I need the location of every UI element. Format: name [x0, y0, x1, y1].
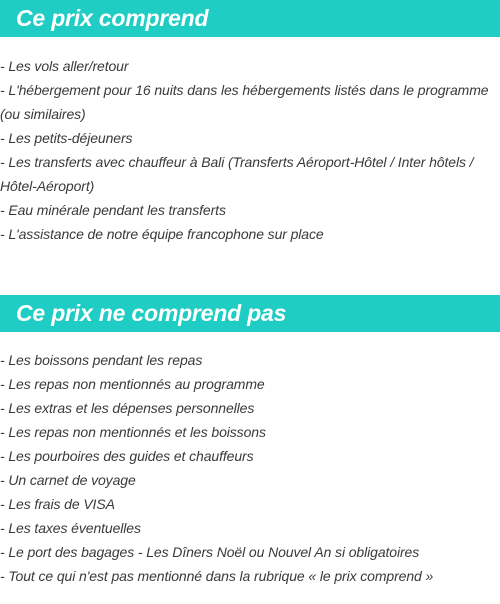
list-item: - Les transferts avec chauffeur à Bali (Transferts Aéroport-Hôtel / Inter hôtels / Hôtel-Aéroport) [0, 154, 474, 194]
included-section-title: Ce prix comprend [16, 5, 209, 31]
list-item: - Le port des bagages - Les Dîners Noël ou Nouvel An si obligatoires [0, 544, 420, 560]
list-item: - L'assistance de notre équipe francophone sur place [0, 226, 324, 242]
list-item: - Les petits-déjeuners [0, 130, 133, 146]
excluded-section-header [0, 295, 500, 332]
list-item: - Les boissons pendant les repas [0, 352, 203, 368]
list-item: - Les taxes éventuelles [0, 520, 141, 536]
excluded-items-list [0, 348, 500, 588]
excluded-section-title: Ce prix ne comprend pas [16, 300, 287, 326]
list-item: - Les repas non mentionnés au programme [0, 376, 265, 392]
list-item: - Eau minérale pendant les transferts [0, 202, 226, 218]
list-item: - Tout ce qui n'est pas mentionné dans la rubrique « le prix comprend » [0, 568, 434, 584]
list-item: - Les vols aller/retour [0, 58, 129, 74]
included-section-header [0, 0, 500, 37]
included-items-list [0, 54, 500, 246]
list-item: - Les frais de VISA [0, 496, 115, 512]
list-item: - Un carnet de voyage [0, 472, 136, 488]
list-item: - Les extras et les dépenses personnelles [0, 400, 255, 416]
list-item: - L'hébergement pour 16 nuits dans les hébergements listés dans le programme (ou similaires) [0, 82, 489, 122]
list-item: - Les pourboires des guides et chauffeurs [0, 448, 254, 464]
list-item: - Les repas non mentionnés et les boissons [0, 424, 266, 440]
